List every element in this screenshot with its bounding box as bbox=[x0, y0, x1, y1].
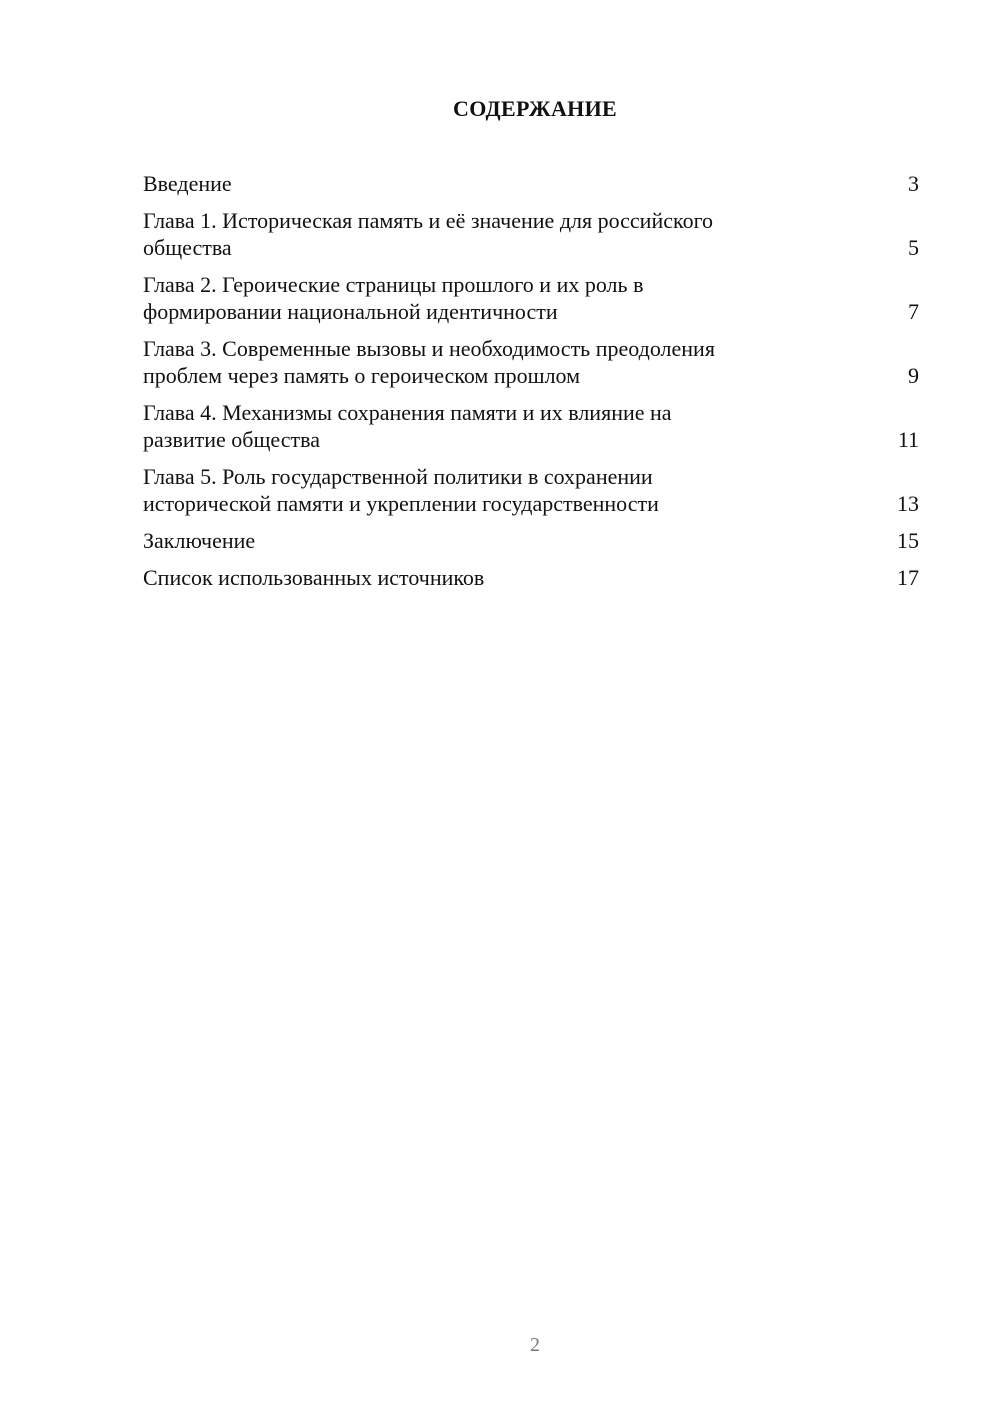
toc-entry-page: 15 bbox=[897, 528, 919, 553]
page-number: 2 bbox=[530, 1334, 540, 1356]
toc-entry-line: развитие общества bbox=[143, 427, 320, 452]
toc-entry-line: Глава 1. Историческая память и её значение для российского bbox=[143, 208, 714, 233]
toc-entry-line: Глава 5. Роль государственной политики в сохранении bbox=[143, 464, 653, 489]
toc-entry-line: формировании национальной идентичности bbox=[143, 299, 558, 324]
toc-entry-line: проблем через память о героическом прошлом bbox=[143, 363, 581, 388]
toc-entry-label bbox=[143, 335, 803, 389]
toc-entry-label bbox=[143, 527, 803, 554]
toc-entry-label bbox=[143, 271, 803, 325]
toc-entry-line: Список использованных источников bbox=[143, 565, 485, 590]
toc-entry-page: 13 bbox=[897, 491, 919, 516]
toc-entry-conclusion[interactable] bbox=[143, 527, 919, 554]
toc-entry-line: исторической памяти и укреплении государственности bbox=[143, 491, 659, 516]
toc-entry-introduction[interactable] bbox=[143, 170, 919, 197]
toc-entry-line: Глава 4. Механизмы сохранения памяти и их влияние на bbox=[143, 400, 672, 425]
toc-entry-page: 7 bbox=[908, 299, 919, 324]
toc-entry-label bbox=[143, 463, 803, 517]
toc-title: СОДЕРЖАНИЕ bbox=[453, 96, 617, 121]
toc-entry-line: Введение bbox=[143, 171, 232, 196]
toc-entry-page: 17 bbox=[897, 565, 919, 590]
toc-entry-chapter-5[interactable] bbox=[143, 463, 919, 517]
toc-entry-page: 11 bbox=[897, 427, 919, 452]
toc-entry-page: 9 bbox=[908, 363, 919, 388]
toc-entry-chapter-4[interactable] bbox=[143, 399, 919, 453]
toc-entry-chapter-3[interactable] bbox=[143, 335, 919, 389]
toc-entry-line: общества bbox=[143, 235, 232, 260]
toc-entry-references[interactable] bbox=[143, 564, 919, 591]
toc-entry-line: Заключение bbox=[143, 528, 256, 553]
toc-entry-line: Глава 2. Героические страницы прошлого и их роль в bbox=[143, 272, 644, 297]
toc-entry-chapter-1[interactable] bbox=[143, 207, 919, 261]
toc-entry-page: 3 bbox=[908, 171, 919, 196]
toc-entry-label bbox=[143, 564, 803, 591]
toc-entry-line: Глава 3. Современные вызовы и необходимость преодоления bbox=[143, 336, 715, 361]
toc-entry-label bbox=[143, 399, 803, 453]
table-of-contents bbox=[143, 170, 919, 601]
toc-entry-page: 5 bbox=[908, 235, 919, 260]
toc-entry-label bbox=[143, 207, 803, 261]
toc-entry-chapter-2[interactable] bbox=[143, 271, 919, 325]
toc-entry-label bbox=[143, 170, 803, 197]
